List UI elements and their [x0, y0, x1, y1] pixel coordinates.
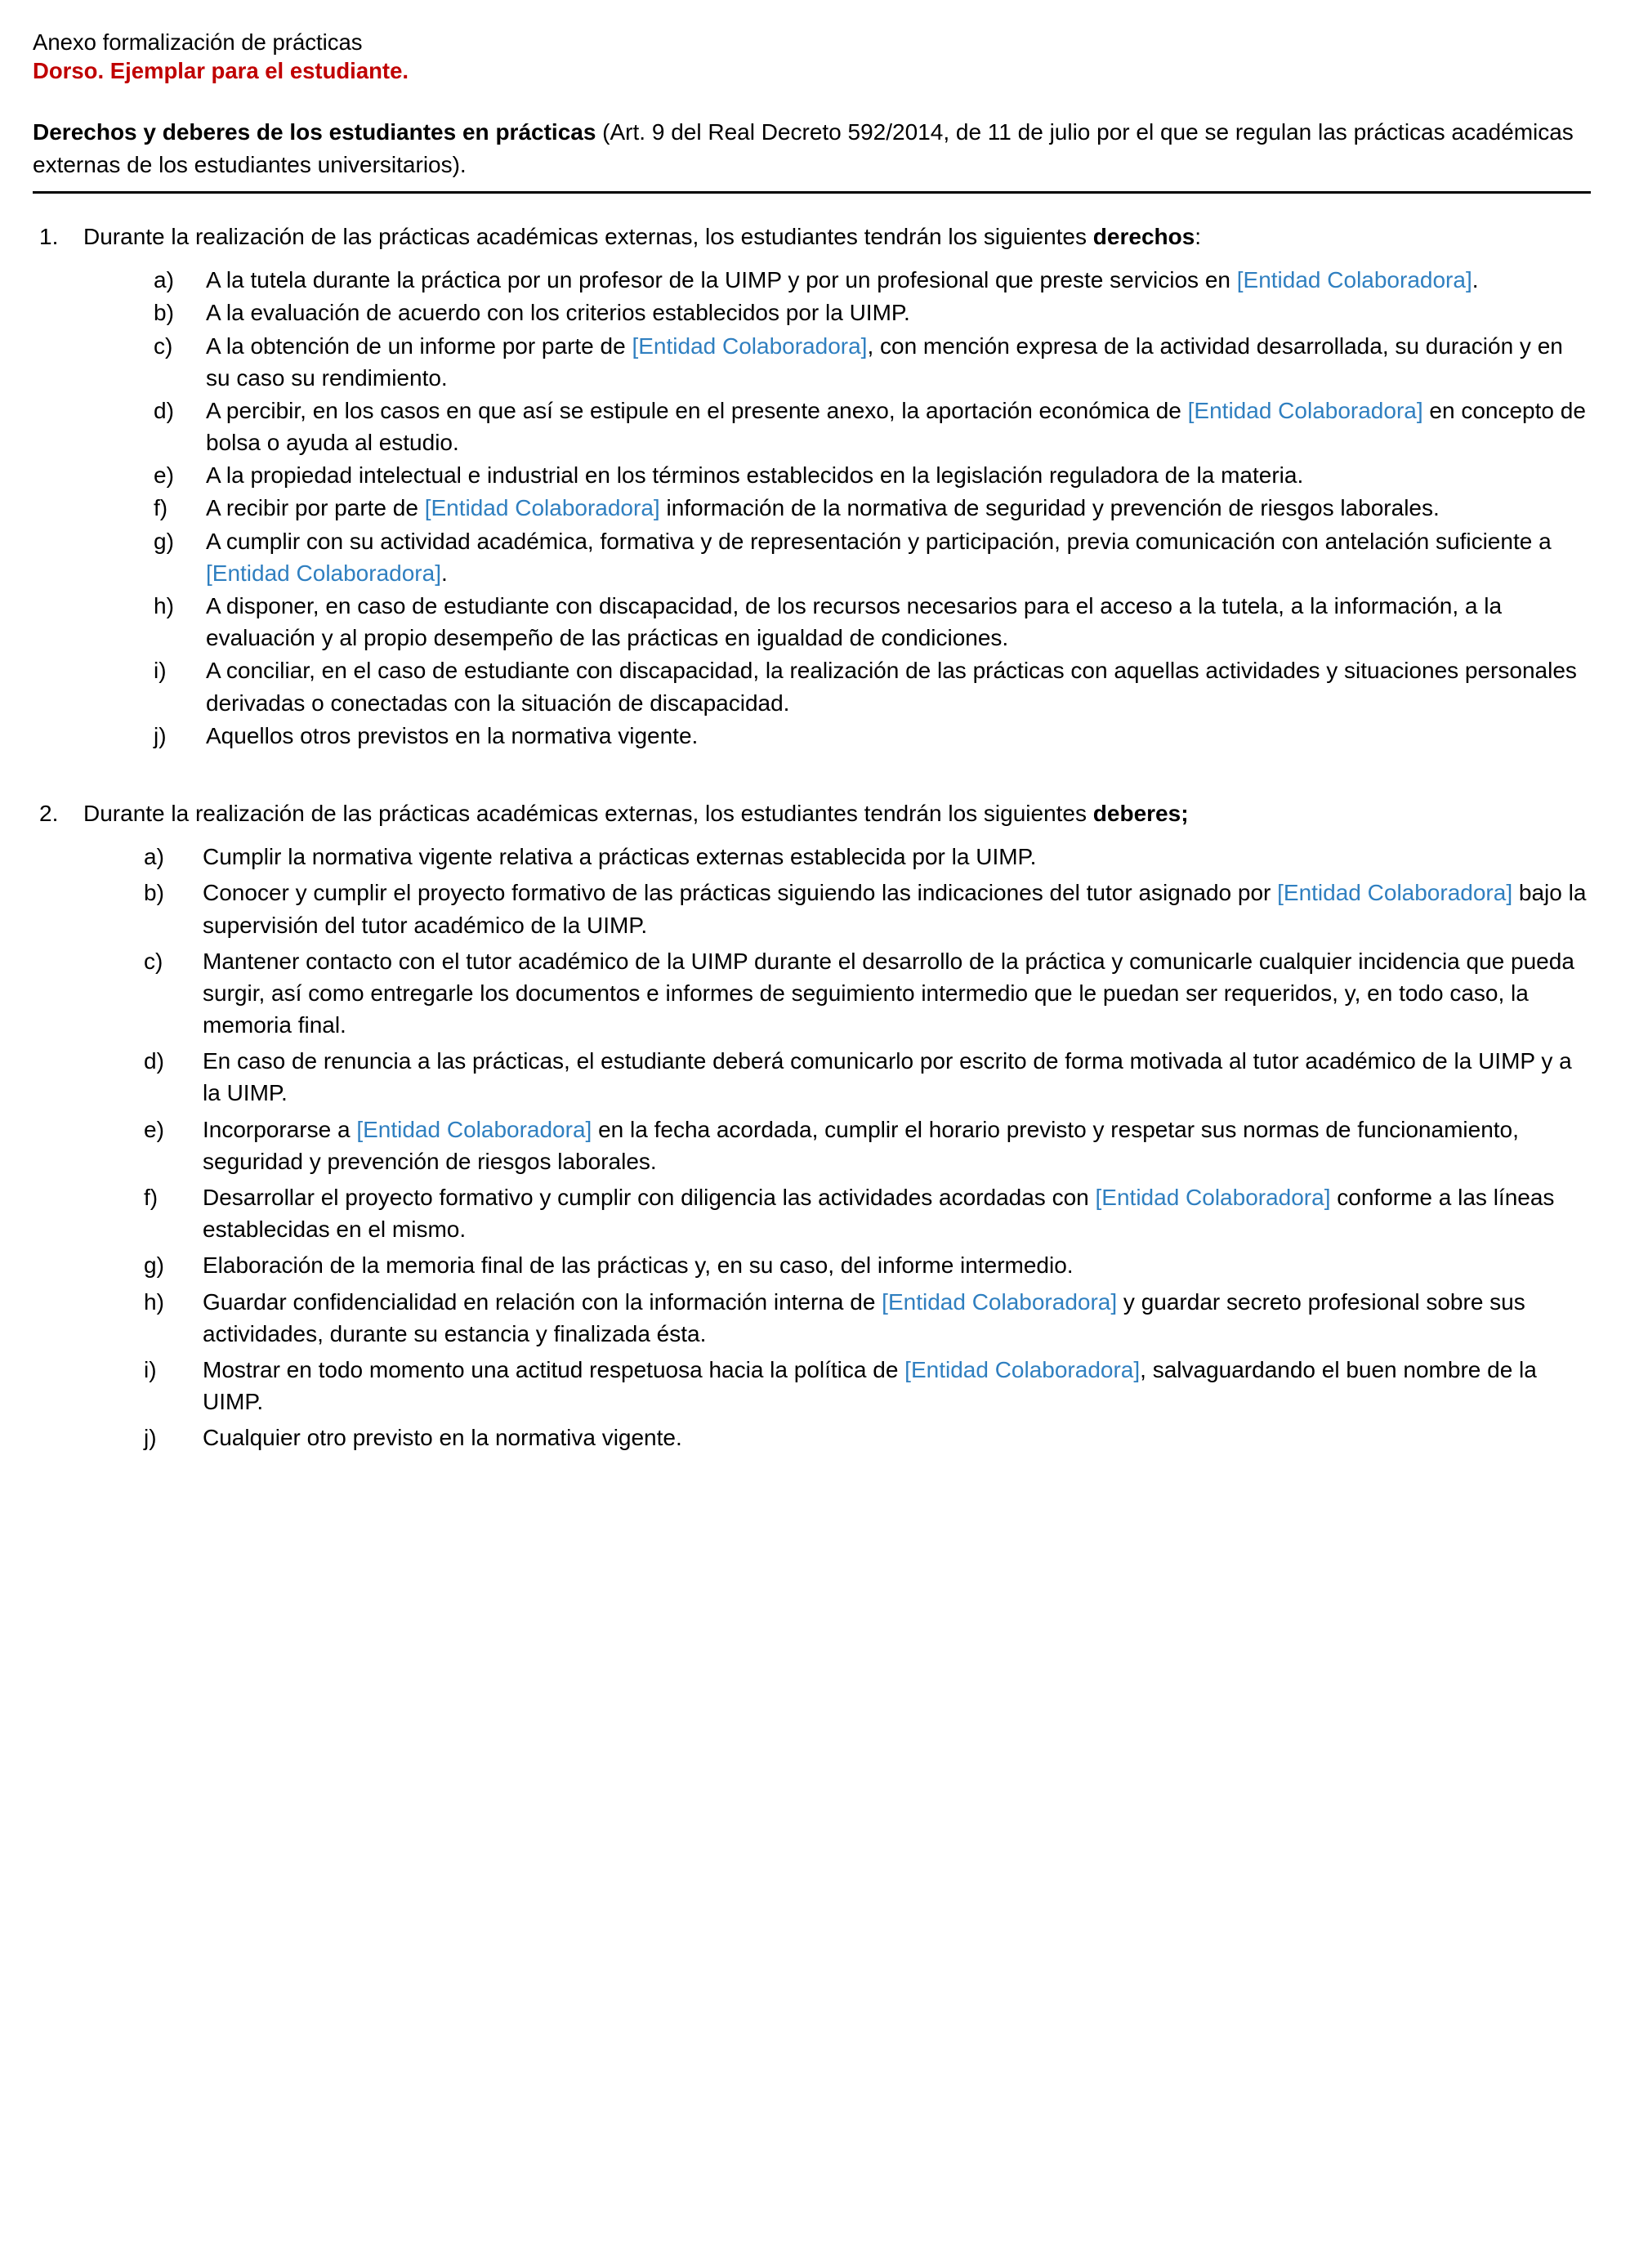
deberes-item [33, 1249, 1591, 1281]
section-derechos-text-before: Durante la realización de las prácticas académicas externas, los estudiantes tendrán los siguientes [83, 223, 1093, 249]
deberes-item-marker: b) [144, 880, 164, 906]
text-run: A la obtención de un informe por parte de [206, 333, 632, 359]
header-subtitle-period: . [402, 58, 409, 84]
derechos-item [33, 264, 1591, 296]
entity-placeholder: [Entidad Colaboradora] [632, 333, 868, 359]
text-run: A la propiedad intelectual e industrial en los términos establecidos en la legislación reguladora de la materia. [206, 462, 1304, 489]
text-run: A la tutela durante la práctica por un profesor de la UIMP y por un profesional que preste servicios en [206, 267, 1237, 293]
deberes-item-marker: c) [144, 948, 163, 974]
entity-placeholder: [Entidad Colaboradora] [1236, 267, 1472, 293]
deberes-item-marker: h) [144, 1288, 164, 1315]
section-derechos-keyword: derechos [1092, 223, 1195, 249]
derechos-item [33, 525, 1591, 589]
deberes-item-text [203, 1354, 1591, 1418]
derechos-item-marker: a) [154, 267, 174, 293]
derechos-list [33, 264, 1591, 752]
text-run: en concepto de bolsa o ayuda al estudio. [206, 397, 1586, 456]
text-run: . [1472, 267, 1479, 293]
text-run: Elaboración de la memoria final de las prácticas y, en su caso, del informe intermedio. [203, 1252, 1074, 1279]
derechos-item-text [206, 654, 1591, 718]
text-run: y guardar secreto profesional sobre sus actividades, durante su estancia y finalizada ésta. [203, 1288, 1525, 1346]
section-spacer [33, 752, 1591, 770]
text-run: Conocer y cumplir el proyecto formativo de las prácticas siguiendo las indicaciones del tutor asignado por [203, 880, 1278, 906]
intro-paragraph [33, 116, 1585, 181]
section-derechos-text [83, 221, 1591, 252]
derechos-item-marker: b) [154, 300, 174, 326]
section-deberes-number: 2. [39, 800, 59, 826]
derechos-item-text [206, 720, 1591, 752]
deberes-item-text [203, 1114, 1591, 1177]
deberes-item-text [203, 1249, 1591, 1281]
derechos-item-marker: e) [154, 462, 174, 489]
entity-placeholder: [Entidad Colaboradora] [206, 560, 441, 586]
derechos-item-marker: g) [154, 528, 174, 554]
deberes-item-text [203, 1181, 1591, 1245]
header-subtitle-text: Dorso. Ejemplar para el estudiante [33, 58, 403, 84]
derechos-item [33, 654, 1591, 718]
text-run: Mantener contacto con el tutor académico de la UIMP durante el desarrollo de la práctica y comunicarle cualquier incidencia que pueda surgir, así como entregarle los documentos e informes de seguimiento intermedio que le puedan ser requeridos, y, en todo caso, la memoria final. [203, 948, 1574, 1038]
text-run: Cualquier otro previsto en la normativa vigente. [203, 1425, 682, 1451]
entity-placeholder: [Entidad Colaboradora] [904, 1356, 1141, 1382]
derechos-item [33, 720, 1591, 752]
deberes-item-marker: d) [144, 1048, 164, 1074]
section-deberes-text [83, 797, 1591, 829]
derechos-item-marker: d) [154, 397, 174, 423]
derechos-item-text [206, 459, 1591, 491]
text-run: A cumplir con su actividad académica, formativa y de representación y participación, previa comunicación con antelación suficiente a [206, 528, 1552, 554]
entity-placeholder: [Entidad Colaboradora] [882, 1288, 1118, 1315]
deberes-item [33, 1354, 1591, 1418]
derechos-item-marker: j) [154, 722, 167, 748]
derechos-item [33, 459, 1591, 491]
derechos-item-text [206, 525, 1591, 589]
deberes-item-text [203, 945, 1591, 1042]
text-run: A la evaluación de acuerdo con los criterios establecidos por la UIMP. [206, 300, 910, 326]
text-run: A recibir por parte de [206, 495, 425, 521]
derechos-item-marker: i) [154, 658, 167, 684]
deberes-item [33, 841, 1591, 873]
derechos-item-marker: f) [154, 495, 168, 521]
section-deberes [33, 797, 1591, 1454]
text-run: conforme a las líneas establecidas en el mismo. [203, 1185, 1555, 1243]
deberes-item [33, 1286, 1591, 1350]
text-run: A conciliar, en el caso de estudiante con discapacidad, la realización de las prácticas con aquellas actividades y situaciones personales derivadas o conectadas con la situación de discapacidad. [206, 658, 1577, 716]
text-run: Incorporarse a [203, 1116, 357, 1142]
deberes-item-marker: e) [144, 1116, 164, 1142]
text-run: En caso de renuncia a las prácticas, el estudiante deberá comunicarlo por escrito de forma motivada al tutor académico de la UIMP y a la UIMP. [203, 1048, 1572, 1106]
deberes-item [33, 1114, 1591, 1177]
deberes-item [33, 945, 1591, 1042]
intro-rest: (Art. 9 del Real Decreto 592/2014, de 11 de julio por el que se regulan las prácticas académicas externas de los estudiantes universitarios). [33, 119, 1574, 178]
text-run: información de la normativa de seguridad y prevención de riesgos laborales. [659, 495, 1440, 521]
derechos-item [33, 590, 1591, 654]
text-run: en la fecha acordada, cumplir el horario previsto y respetar sus normas de funcionamiento, seguridad y prevención de riesgos laborales. [203, 1116, 1519, 1174]
derechos-item-text [206, 330, 1591, 394]
header-subtitle [33, 56, 1591, 86]
entity-placeholder: [Entidad Colaboradora] [424, 495, 660, 521]
section-deberes-heading [33, 797, 1591, 829]
text-run: bajo la supervisión del tutor académico de la UIMP. [203, 880, 1587, 938]
text-run: . [440, 560, 448, 586]
deberes-item-text [203, 1286, 1591, 1350]
document-header [33, 28, 1591, 86]
derechos-item-text [206, 395, 1591, 458]
intro-bold-title: Derechos y deberes de los estudiantes en prácticas [33, 119, 596, 145]
text-run: Guardar confidencialidad en relación con la información interna de [203, 1288, 882, 1315]
derechos-item-text [206, 264, 1591, 296]
text-run: Mostrar en todo momento una actitud respetuosa hacia la política de [203, 1356, 905, 1382]
section-derechos-number: 1. [39, 223, 59, 249]
deberes-item-marker: g) [144, 1252, 164, 1279]
text-run: , con mención expresa de la actividad desarrollada, su duración y en su caso su rendimiento. [206, 333, 1563, 391]
section-derechos [33, 221, 1591, 752]
derechos-item-text [206, 492, 1591, 524]
text-run: Aquellos otros previstos en la normativa vigente. [206, 722, 699, 748]
deberes-item-marker: j) [144, 1425, 157, 1451]
deberes-item [33, 877, 1591, 940]
text-run: Cumplir la normativa vigente relativa a prácticas externas establecida por la UIMP. [203, 844, 1037, 870]
deberes-item [33, 1422, 1591, 1453]
deberes-item-marker: a) [144, 844, 164, 870]
deberes-list [33, 841, 1591, 1453]
derechos-item [33, 395, 1591, 458]
derechos-item-marker: c) [154, 333, 173, 359]
deberes-item-text [203, 877, 1591, 940]
section-deberes-keyword: deberes; [1092, 800, 1189, 826]
derechos-item [33, 297, 1591, 328]
deberes-item [33, 1181, 1591, 1245]
deberes-item-text [203, 1422, 1591, 1453]
entity-placeholder: [Entidad Colaboradora] [1187, 397, 1423, 423]
section-deberes-text-before: Durante la realización de las prácticas académicas externas, los estudiantes tendrán los siguientes [83, 800, 1093, 826]
entity-placeholder: [Entidad Colaboradora] [356, 1116, 592, 1142]
derechos-item-text [206, 297, 1591, 328]
header-title: Anexo formalización de prácticas [33, 29, 363, 55]
deberes-item-marker: f) [144, 1185, 159, 1211]
derechos-item-text [206, 590, 1591, 654]
section-derechos-heading [33, 221, 1591, 252]
section-derechos-text-after: : [1195, 223, 1202, 249]
deberes-item-marker: i) [144, 1356, 157, 1382]
text-run: A percibir, en los casos en que así se estipule en el presente anexo, la aportación económica de [206, 397, 1188, 423]
text-run: Desarrollar el proyecto formativo y cumplir con diligencia las actividades acordadas con [203, 1185, 1096, 1211]
deberes-item-text [203, 841, 1591, 873]
entity-placeholder: [Entidad Colaboradora] [1095, 1185, 1331, 1211]
horizontal-rule [33, 191, 1591, 194]
derechos-item [33, 330, 1591, 394]
deberes-item-text [203, 1045, 1591, 1109]
text-run: , salvaguardando el buen nombre de la UIMP. [203, 1356, 1537, 1415]
entity-placeholder: [Entidad Colaboradora] [1277, 880, 1513, 906]
text-run: A disponer, en caso de estudiante con discapacidad, de los recursos necesarios para el acceso a la tutela, a la información, a la evaluación y al propio desempeño de las prácticas en igualdad de condiciones. [206, 593, 1503, 651]
deberes-item [33, 1045, 1591, 1109]
derechos-item-marker: h) [154, 593, 174, 619]
derechos-item [33, 492, 1591, 524]
